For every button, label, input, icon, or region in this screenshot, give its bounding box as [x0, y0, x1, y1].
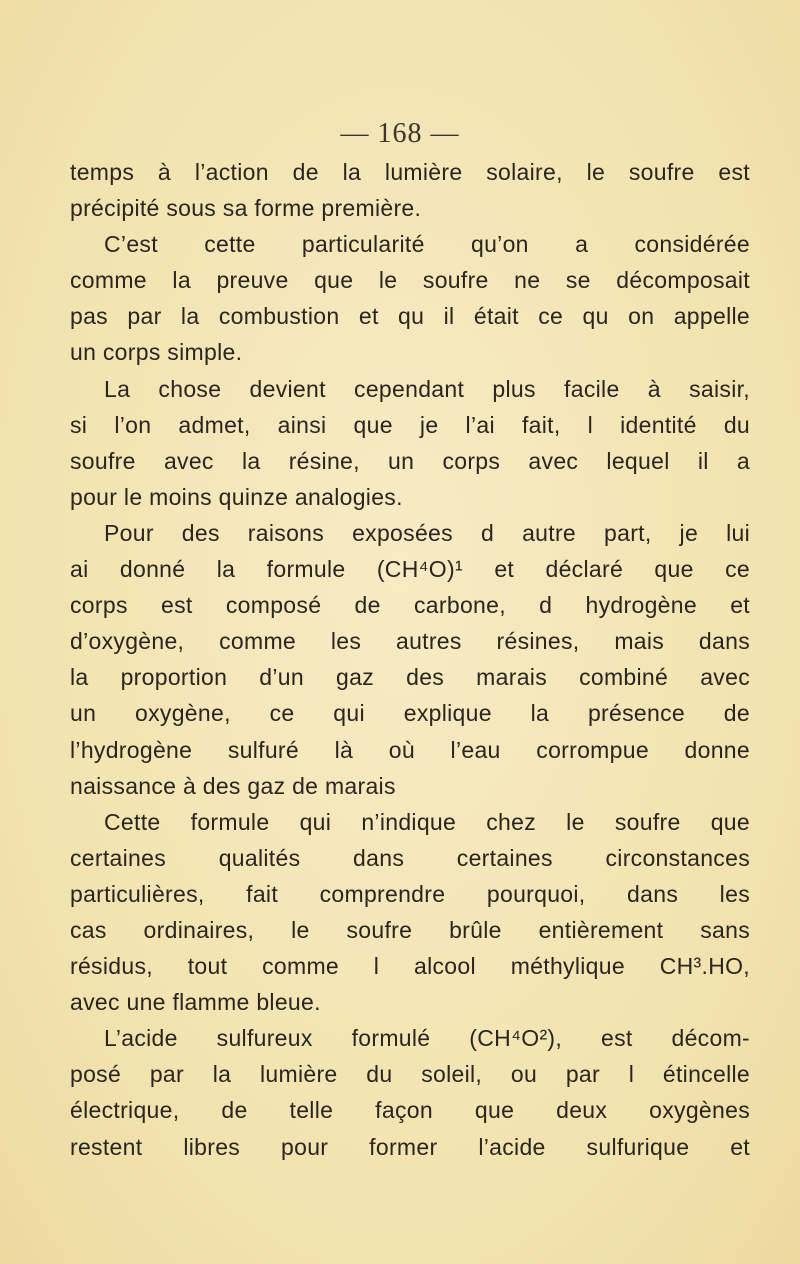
text-line: Pour des raisons exposées d autre part, je lui	[104, 519, 750, 546]
text-line: C’est cette particularité qu’on a considérée	[104, 231, 750, 258]
text-line: Cette formule qui n’indique chez le soufre que	[104, 808, 750, 835]
text-line: L’acide sulfureux formulé (CH⁴O²), est décom-	[104, 1025, 750, 1052]
text-line: particulières, fait comprendre pourquoi, dans les	[70, 880, 750, 907]
text-line: soufre avec la résine, un corps avec lequel il a	[70, 447, 750, 474]
text-line: restent libres pour former l’acide sulfurique et	[70, 1133, 750, 1160]
text-line: corps est composé de carbone, d hydrogène et	[70, 592, 750, 619]
text-line: certaines qualités dans certaines circonstances	[70, 844, 750, 871]
text-line: pas par la combustion et qu il était ce qu on appelle	[70, 303, 750, 330]
text-line: électrique, de telle façon que deux oxygènes	[70, 1097, 750, 1124]
text-line: d’oxygène, comme les autres résines, mais dans	[70, 628, 750, 655]
body-text	[70, 154, 750, 1165]
text-line: naissance à des gaz de marais	[70, 772, 396, 799]
text-line: précipité sous sa forme première.	[70, 195, 422, 222]
text-line: posé par la lumière du soleil, ou par l étincelle	[70, 1061, 750, 1088]
text-line: un corps simple.	[70, 339, 243, 366]
text-line: si l’on admet, ainsi que je l’ai fait, l identité du	[70, 411, 750, 438]
text-line: la proportion d’un gaz des marais combiné avec	[70, 664, 750, 691]
text-line: avec une flamme bleue.	[70, 989, 321, 1016]
text-line: ai donné la formule (CH⁴O)¹ et déclaré que ce	[70, 556, 750, 583]
text-line: un oxygène, ce qui explique la présence de	[70, 700, 750, 727]
text-line: temps à l’action de la lumière solaire, le soufre est	[70, 159, 750, 185]
text-line: l’hydrogène sulfuré là où l’eau corrompue donne	[70, 736, 750, 763]
text-line: La chose devient cependant plus facile à saisir,	[104, 375, 750, 402]
text-line: résidus, tout comme l alcool méthylique CH³.HO,	[70, 953, 750, 980]
page-number: — 168 —	[340, 118, 460, 149]
text-line: cas ordinaires, le soufre brûle entièrement sans	[70, 916, 750, 943]
text-line: pour le moins quinze analogies.	[70, 483, 403, 510]
text-line: comme la preuve que le soufre ne se décomposait	[70, 267, 750, 294]
